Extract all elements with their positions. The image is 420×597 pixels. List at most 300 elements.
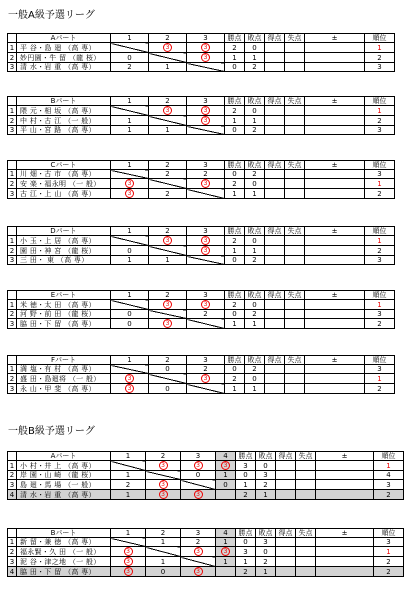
match-cell	[146, 461, 181, 471]
win-points: 0	[225, 63, 245, 72]
loss-points: 1	[245, 319, 265, 329]
match-cell	[181, 471, 216, 480]
row-number: 4	[8, 490, 17, 500]
score-value: 2	[203, 365, 208, 373]
score-value: 1	[165, 63, 170, 71]
score-value: 1	[223, 471, 228, 479]
row-number: 1	[8, 461, 17, 471]
match-cell	[111, 374, 149, 384]
header-c2: 2	[149, 227, 187, 236]
league-table	[7, 96, 395, 135]
row-number: 1	[8, 170, 17, 179]
header-loss: 敗点	[256, 529, 276, 538]
goals-for	[265, 116, 285, 126]
circled-score: 3	[194, 461, 203, 470]
goal-diff	[305, 116, 365, 126]
circled-score: 3	[124, 547, 133, 556]
team-name: 中 村・古 江 （一 般）	[17, 116, 111, 126]
score-value: 2	[127, 63, 132, 71]
goals-for	[265, 236, 285, 246]
match-cell	[146, 567, 181, 577]
match-cell	[216, 480, 236, 490]
team-name: 永 山・甲 斐 （高 専）	[17, 384, 111, 394]
score-value: 0	[160, 567, 166, 576]
goal-diff	[305, 236, 365, 246]
loss-points: 2	[256, 480, 276, 490]
row-number: 2	[8, 310, 17, 319]
header-rank: 順位	[365, 356, 395, 365]
header-loss: 敗点	[245, 161, 265, 170]
rank: 3	[365, 256, 395, 265]
self-match-cell	[181, 480, 216, 490]
loss-points: 1	[245, 189, 265, 199]
self-match-cell	[149, 374, 187, 384]
goals-against	[296, 557, 316, 567]
header-win: 勝点	[225, 34, 245, 43]
self-match-cell	[187, 189, 225, 199]
header-win: 勝点	[236, 529, 256, 538]
goals-for	[265, 310, 285, 319]
header-got: 得点	[265, 97, 285, 106]
table-row	[8, 461, 404, 471]
match-cell	[111, 557, 146, 567]
table-row	[8, 189, 395, 199]
header-pm: ±	[316, 529, 374, 538]
score-value: 1	[160, 557, 166, 566]
circled-score: 3	[194, 490, 203, 499]
match-cell	[149, 43, 187, 53]
match-cell	[146, 557, 181, 567]
header-blank	[8, 291, 17, 300]
goals-against	[285, 319, 305, 329]
header-c3: 3	[187, 227, 225, 236]
match-cell	[216, 557, 236, 567]
match-cell	[111, 179, 149, 189]
goals-for	[265, 179, 285, 189]
score-value: 1	[160, 538, 166, 546]
circled-score: 3	[163, 236, 172, 245]
goal-diff	[305, 319, 365, 329]
match-cell	[187, 365, 225, 374]
row-number: 2	[8, 547, 17, 557]
goal-diff	[305, 374, 365, 384]
team-name: 妙円園・牛 留 （龍 桜）	[17, 53, 111, 63]
match-cell	[149, 384, 187, 394]
loss-points: 2	[245, 365, 265, 374]
score-value: 1	[125, 490, 131, 499]
header-c3: 3	[187, 356, 225, 365]
goals-for	[265, 126, 285, 135]
circled-score: 3	[201, 236, 210, 245]
win-points: 2	[225, 106, 245, 116]
self-match-cell	[187, 126, 225, 135]
goal-diff	[305, 106, 365, 116]
loss-points: 2	[245, 170, 265, 179]
team-name: 古 江・上 山 （高 専）	[17, 189, 111, 199]
row-number: 2	[8, 53, 17, 63]
goal-diff	[316, 538, 374, 547]
table-header-row	[8, 227, 395, 236]
table-row	[8, 567, 404, 577]
rank: 3	[365, 170, 395, 179]
circled-score: 3	[163, 43, 172, 52]
win-points: 1	[225, 116, 245, 126]
goal-diff	[305, 189, 365, 199]
win-points: 0	[225, 365, 245, 374]
circled-score: 3	[221, 547, 230, 556]
row-number: 3	[8, 319, 17, 329]
header-pm: ±	[316, 452, 374, 461]
self-match-cell	[111, 538, 146, 547]
circled-score: 3	[201, 374, 210, 383]
header-blank	[8, 97, 17, 106]
win-points: 3	[236, 461, 256, 471]
goals-for	[265, 374, 285, 384]
match-cell	[149, 189, 187, 199]
table-row	[8, 116, 395, 126]
rank: 1	[374, 461, 404, 471]
rank: 2	[365, 116, 395, 126]
header-loss: 敗点	[245, 34, 265, 43]
match-cell	[111, 63, 149, 72]
header-c1: 1	[111, 97, 149, 106]
header-lost: 失点	[285, 161, 305, 170]
header-lost: 失点	[285, 291, 305, 300]
match-cell	[187, 374, 225, 384]
rank: 2	[374, 557, 404, 567]
goal-diff	[305, 310, 365, 319]
header-loss: 敗点	[245, 97, 265, 106]
header-c1: 1	[111, 452, 146, 461]
team-name: 河 野・前 田 （龍 桜）	[17, 310, 111, 319]
match-cell	[111, 384, 149, 394]
goals-for	[276, 480, 296, 490]
self-match-cell	[187, 319, 225, 329]
score-value: 1	[223, 538, 228, 546]
header-c3: 3	[187, 97, 225, 106]
rank: 2	[365, 53, 395, 63]
header-lost: 失点	[285, 356, 305, 365]
table-row	[8, 53, 395, 63]
match-cell	[111, 490, 146, 500]
match-cell	[111, 567, 146, 577]
circled-score: 3	[125, 189, 134, 198]
part-label: Bパート	[17, 97, 111, 106]
score-value: 0	[127, 246, 132, 255]
row-number: 1	[8, 300, 17, 310]
match-cell	[149, 300, 187, 310]
team-name: 盛 田・島廻将 （一 般）	[17, 374, 111, 384]
win-points: 2	[236, 490, 256, 500]
win-points: 2	[225, 43, 245, 53]
table-row	[8, 310, 395, 319]
match-cell	[187, 179, 225, 189]
row-number: 1	[8, 538, 17, 547]
circled-score: 3	[125, 374, 134, 383]
table-header-row	[8, 97, 395, 106]
header-c1: 1	[111, 356, 149, 365]
match-cell	[111, 480, 146, 490]
win-points: 2	[225, 300, 245, 310]
win-points: 0	[225, 126, 245, 135]
goals-for	[265, 43, 285, 53]
match-cell	[111, 319, 149, 329]
rank: 3	[365, 126, 395, 135]
league-table	[7, 355, 395, 394]
rank: 1	[365, 179, 395, 189]
score-value: 0	[223, 480, 228, 489]
win-points: 0	[236, 471, 256, 480]
table-row	[8, 63, 395, 72]
row-number: 2	[8, 246, 17, 256]
goals-for	[265, 106, 285, 116]
header-c3: 3	[187, 34, 225, 43]
circled-score: 3	[163, 319, 172, 328]
table-row	[8, 236, 395, 246]
goals-against	[296, 538, 316, 547]
goals-against	[296, 471, 316, 480]
match-cell	[187, 300, 225, 310]
goal-diff	[305, 246, 365, 256]
loss-points: 0	[245, 374, 265, 384]
goals-against	[285, 310, 305, 319]
team-name: 小 玉・上 居 （高 専）	[17, 236, 111, 246]
header-c1: 1	[111, 227, 149, 236]
match-cell	[187, 310, 225, 319]
goal-diff	[305, 384, 365, 394]
score-value: 0	[127, 53, 132, 62]
header-loss: 敗点	[245, 356, 265, 365]
match-cell	[111, 116, 149, 126]
match-cell	[181, 538, 216, 547]
league-table	[7, 451, 404, 500]
goal-diff	[305, 256, 365, 265]
row-number: 2	[8, 471, 17, 480]
table-row	[8, 170, 395, 179]
goals-against	[285, 106, 305, 116]
row-number: 4	[8, 567, 17, 577]
header-c2: 2	[146, 452, 181, 461]
table-row	[8, 538, 404, 547]
score-value: 1	[127, 126, 132, 134]
goals-for	[276, 567, 296, 577]
goals-against	[285, 246, 305, 256]
goal-diff	[305, 170, 365, 179]
self-match-cell	[111, 236, 149, 246]
goals-against	[285, 170, 305, 179]
loss-points: 2	[256, 557, 276, 567]
team-name: 米 徳・太 田 （高 専）	[17, 300, 111, 310]
circled-score: 3	[163, 106, 172, 115]
circled-score: 3	[201, 246, 210, 255]
header-blank	[8, 452, 17, 461]
goals-for	[265, 246, 285, 256]
match-cell	[149, 256, 187, 265]
loss-points: 1	[245, 384, 265, 394]
loss-points: 0	[245, 179, 265, 189]
goals-for	[276, 557, 296, 567]
header-lost: 失点	[285, 227, 305, 236]
team-name: 泥 谷・津之地 （一 般）	[17, 557, 111, 567]
self-match-cell	[181, 557, 216, 567]
header-lost: 失点	[285, 34, 305, 43]
header-lost: 失点	[296, 529, 316, 538]
goals-for	[265, 319, 285, 329]
header-lost: 失点	[296, 452, 316, 461]
rank: 2	[374, 490, 404, 500]
league-table	[7, 33, 395, 72]
header-got: 得点	[265, 291, 285, 300]
header-rank: 順位	[365, 161, 395, 170]
header-c3: 3	[187, 161, 225, 170]
goal-diff	[316, 490, 374, 500]
self-match-cell	[111, 43, 149, 53]
match-cell	[111, 547, 146, 557]
team-name: 福永賢・久 田 （一 般）	[17, 547, 111, 557]
table-row	[8, 557, 404, 567]
match-cell	[216, 471, 236, 480]
team-name: 脇 田・下 留 （高 専）	[17, 567, 111, 577]
rank: 3	[365, 365, 395, 374]
circled-score: 3	[163, 300, 172, 309]
win-points: 1	[225, 384, 245, 394]
win-points: 1	[225, 189, 245, 199]
goals-for	[276, 471, 296, 480]
part-label: Fパート	[17, 356, 111, 365]
header-lost: 失点	[285, 97, 305, 106]
table-header-row	[8, 529, 404, 538]
match-cell	[149, 126, 187, 135]
part-label: Aパート	[17, 452, 111, 461]
win-points: 2	[225, 236, 245, 246]
team-name: 安 楽・福永明 （一 般）	[17, 179, 111, 189]
circled-score: 3	[194, 547, 203, 556]
header-c3: 3	[187, 291, 225, 300]
goals-for	[265, 256, 285, 265]
score-value: 2	[195, 538, 201, 546]
goals-against	[285, 179, 305, 189]
header-c1: 1	[111, 291, 149, 300]
header-rank: 順位	[365, 34, 395, 43]
team-name: 平 山・宮 路 （高 専）	[17, 126, 111, 135]
win-points: 0	[225, 310, 245, 319]
goal-diff	[316, 461, 374, 471]
team-name: 岸 園・山 崎 （龍 桜）	[17, 471, 111, 480]
match-cell	[187, 170, 225, 179]
goals-for	[265, 170, 285, 179]
match-cell	[149, 236, 187, 246]
row-number: 2	[8, 116, 17, 126]
header-c2: 2	[149, 291, 187, 300]
rank: 1	[365, 300, 395, 310]
rank: 3	[374, 480, 404, 490]
header-c2: 2	[149, 34, 187, 43]
score-value: 1	[127, 256, 132, 264]
table-row	[8, 256, 395, 265]
loss-points: 3	[256, 538, 276, 547]
score-value: 2	[203, 310, 208, 318]
win-points: 0	[225, 256, 245, 265]
table-row	[8, 300, 395, 310]
header-got: 得点	[265, 34, 285, 43]
goal-diff	[316, 471, 374, 480]
header-c2: 2	[149, 161, 187, 170]
goals-against	[285, 365, 305, 374]
goal-diff	[316, 567, 374, 577]
header-c1: 1	[111, 161, 149, 170]
circled-score: 3	[125, 384, 134, 393]
header-blank	[8, 529, 17, 538]
row-number: 3	[8, 126, 17, 135]
table-row	[8, 365, 395, 374]
score-value: 0	[165, 365, 170, 373]
table-header-row	[8, 161, 395, 170]
self-match-cell	[216, 490, 236, 500]
match-cell	[181, 567, 216, 577]
header-got: 得点	[276, 452, 296, 461]
part-label: Eパート	[17, 291, 111, 300]
circled-score: 3	[125, 179, 134, 188]
match-cell	[187, 246, 225, 256]
header-got: 得点	[276, 529, 296, 538]
header-loss: 敗点	[245, 291, 265, 300]
match-cell	[111, 189, 149, 199]
header-pm: ±	[305, 97, 365, 106]
match-cell	[187, 106, 225, 116]
table-row	[8, 319, 395, 329]
header-c4: 4	[216, 529, 236, 538]
team-name: 小 村・井 上 （高 専）	[17, 461, 111, 471]
self-match-cell	[111, 106, 149, 116]
header-blank	[8, 227, 17, 236]
circled-score: 3	[201, 106, 210, 115]
goals-for	[276, 490, 296, 500]
goals-against	[296, 490, 316, 500]
header-win: 勝点	[225, 227, 245, 236]
match-cell	[216, 538, 236, 547]
goals-against	[296, 480, 316, 490]
rank: 4	[374, 471, 404, 480]
match-cell	[216, 461, 236, 471]
score-value: 0	[195, 471, 201, 479]
rank: 2	[374, 567, 404, 577]
goals-for	[276, 538, 296, 547]
header-blank	[8, 356, 17, 365]
header-c1: 1	[111, 34, 149, 43]
header-got: 得点	[265, 227, 285, 236]
match-cell	[187, 53, 225, 63]
part-label: Dパート	[17, 227, 111, 236]
win-points: 2	[225, 179, 245, 189]
self-match-cell	[187, 63, 225, 72]
table-header-row	[8, 356, 395, 365]
goals-against	[285, 116, 305, 126]
loss-points: 3	[256, 471, 276, 480]
self-match-cell	[187, 256, 225, 265]
goals-for	[265, 189, 285, 199]
rank: 2	[365, 246, 395, 256]
score-value: 1	[223, 557, 228, 566]
loss-points: 0	[245, 300, 265, 310]
goal-diff	[305, 63, 365, 72]
part-label: Cパート	[17, 161, 111, 170]
self-match-cell	[146, 547, 181, 557]
win-points: 0	[236, 538, 256, 547]
win-points: 1	[225, 246, 245, 256]
circled-score: 3	[124, 557, 133, 566]
row-number: 3	[8, 384, 17, 394]
row-number: 3	[8, 189, 17, 199]
